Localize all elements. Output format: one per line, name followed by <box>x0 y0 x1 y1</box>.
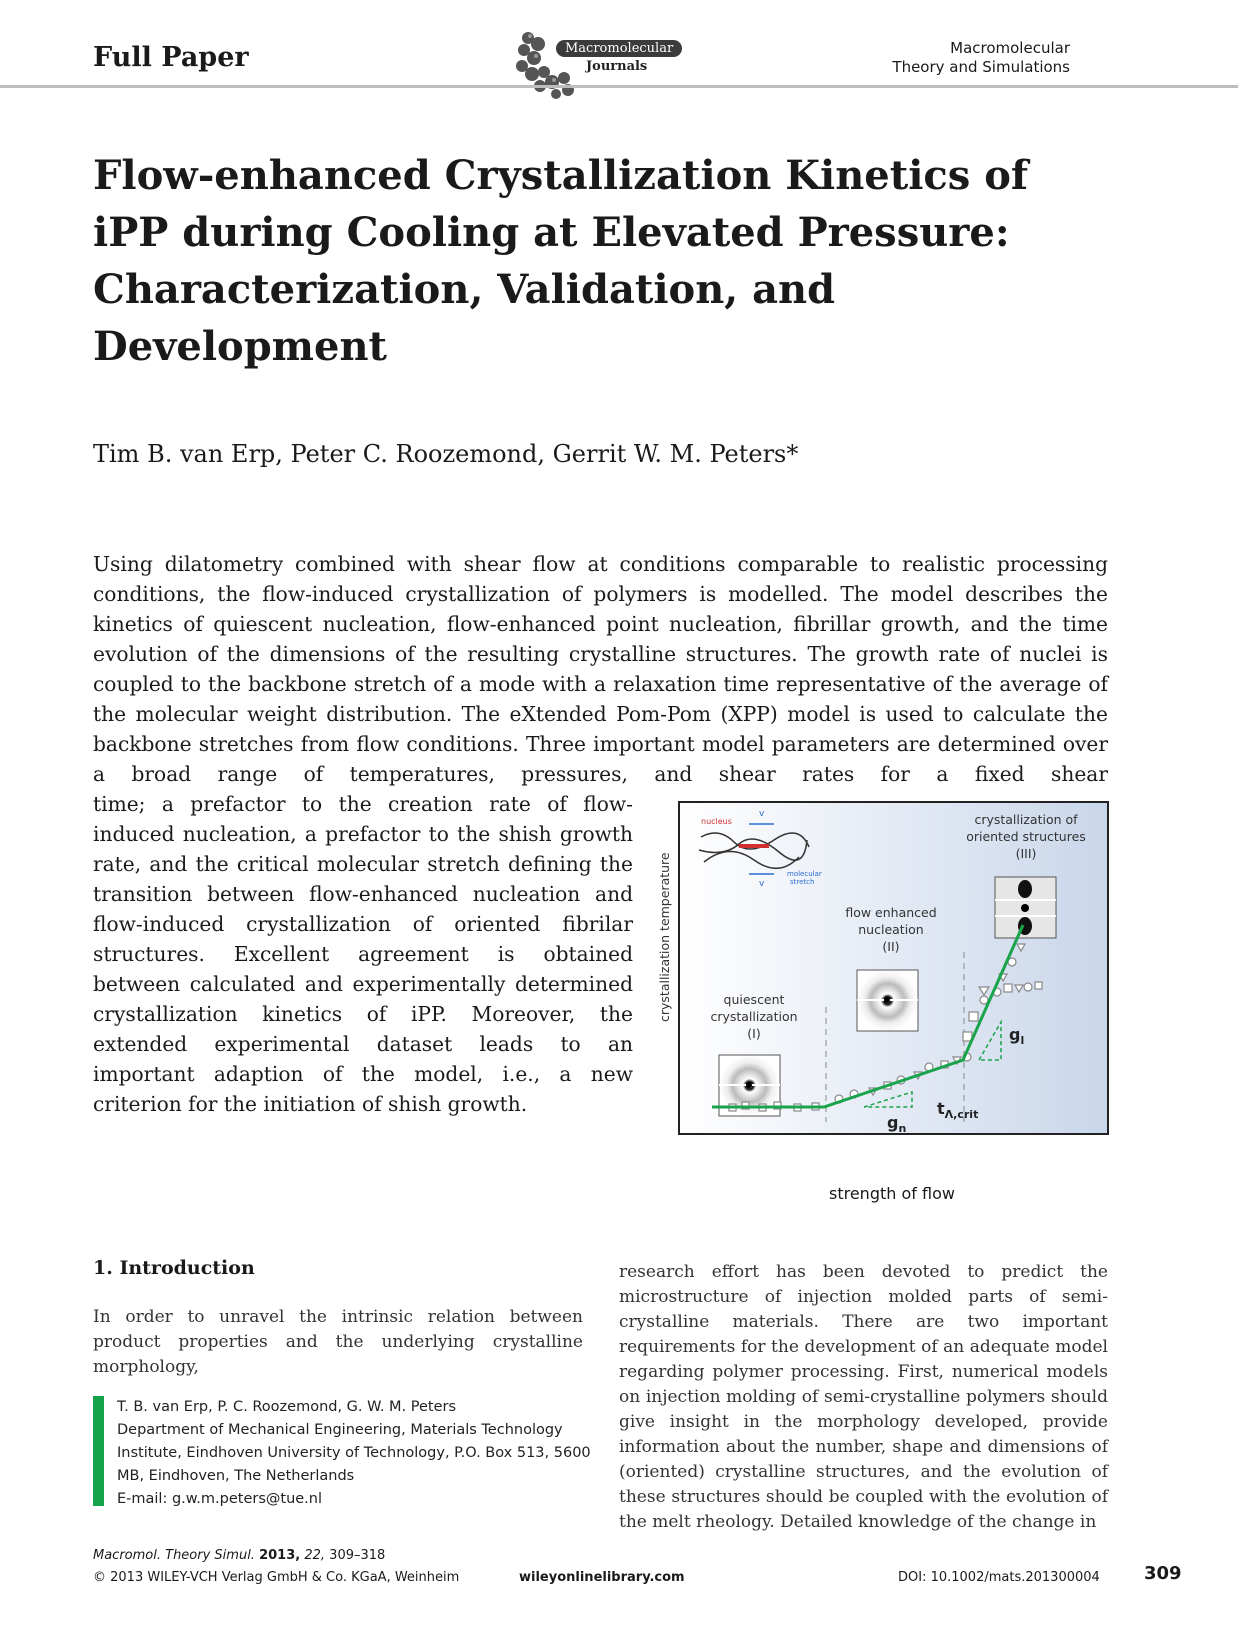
regime2-line2: nucleation <box>858 922 924 937</box>
regime3-line1: crystallization of <box>974 812 1078 827</box>
pattern-flow-enhanced <box>857 970 918 1031</box>
regime3-line2: oriented structures <box>966 829 1086 844</box>
logo-subtitle: Journals <box>586 59 648 74</box>
title-line: Characterization, Validation, and <box>93 266 836 313</box>
affiliation-names: T. B. van Erp, P. C. Roozemond, G. W. M. Peters <box>117 1399 457 1415</box>
inset-stretch-1: molecular <box>787 870 822 878</box>
footer-doi: DOI: 10.1002/mats.201300004 <box>898 1570 1100 1585</box>
journal-name <box>892 39 1070 77</box>
inset-stretch-2: stretch <box>790 878 815 886</box>
inset-v-top: v <box>759 809 765 819</box>
inset-nucleus-label: nucleus <box>701 817 732 826</box>
figure-svg <box>657 802 1108 1180</box>
abstract-paragraph: Using dilatometry combined with shear flow at conditions comparable to realistic processing conditions, the flow-induced crystallization of polymers is modelled. The model describes the kinetics of quiescent nucleation, flow-enhanced point nucleation, fibrillar growth, and the time evolution of the dimensions of the resulting crystalline structures. The growth rate of nuclei is coupled to the backbone stretch of a mode with a relaxation time representative of the average of the molecular weight distribution. The eXtended Pom-Pom (XPP) model is used to calculate the backbone stretches from flow conditions. Three important model parameters are determined over a broad range of temperatures, pressures, and shear rates for a fixed shear <box>93 552 1108 786</box>
x-axis-label: strength of flow <box>829 1184 955 1203</box>
regime2-line1: flow enhanced <box>845 905 937 920</box>
regime1-line2: crystallization <box>710 1009 798 1024</box>
regime2-line3: (II) <box>882 939 900 954</box>
y-axis-label: crystallization temperature <box>657 852 672 1022</box>
label-gl: $g_l$ <box>1009 1025 1025 1047</box>
pattern-oriented <box>995 877 1056 938</box>
page-number: 309 <box>1144 1563 1182 1584</box>
journal-name-line2: Theory and Simulations <box>892 58 1070 76</box>
section-label: Full Paper <box>93 42 249 73</box>
title-line: Flow-enhanced Crystallization Kinetics of <box>93 152 1029 199</box>
footer-journal-name: Macromol. Theory Simul. <box>93 1548 255 1563</box>
logo-badge: Macromolecular <box>556 40 682 57</box>
affiliation-accent-bar <box>93 1396 104 1506</box>
graphical-abstract-figure <box>657 802 1108 1180</box>
paper-title <box>93 147 1033 375</box>
abstract-top <box>93 549 1108 789</box>
footer-volume: 22, <box>304 1548 326 1563</box>
footer-citation <box>93 1548 385 1563</box>
affiliation-institute: Institute, Eindhoven University of Technology, P.O. Box 513, 5600 <box>117 1445 591 1461</box>
title-line: Development <box>93 323 388 370</box>
intro-left-column: In order to unravel the intrinsic relation between product properties and the underlying crystalline morphology, <box>93 1307 583 1377</box>
affiliation-dept: Department of Mechanical Engineering, Materials Technology <box>117 1422 563 1438</box>
affiliation-block <box>117 1396 597 1511</box>
author-list: Tim B. van Erp, Peter C. Roozemond, Gerrit W. M. Peters* <box>93 440 799 468</box>
regime1-line1: quiescent <box>723 992 785 1007</box>
affiliation-email: E-mail: g.w.m.peters@tue.nl <box>117 1491 323 1507</box>
abstract-bottom <box>93 789 633 1119</box>
abstract-paragraph-continued: time; a prefactor to the creation rate of flow-induced nucleation, a prefactor to the shish growth rate, and the critical molecular stretch defining the transition between flow-enhanced nucleation and flow-induced crystallization of oriented fibrilar structures. Excellent agreement is obtained between calculated and experimentally determined crystallization kinetics of iPP. Moreover, the extended experimental dataset leads to an important adaption of the model, i.e., a new criterion for the initiation of shish growth. <box>93 792 633 1116</box>
header-divider <box>0 85 1238 88</box>
label-gn: $g_n$ <box>887 1113 907 1135</box>
footer-url-link[interactable]: wileyonlinelibrary.com <box>519 1570 685 1585</box>
footer-copyright: © 2013 WILEY-VCH Verlag GmbH & Co. KGaA, Weinheim <box>93 1570 460 1585</box>
section-heading: 1. Introduction <box>93 1257 255 1279</box>
affiliation-city: MB, Eindhoven, The Netherlands <box>117 1468 355 1484</box>
footer-pages: 309–318 <box>329 1548 386 1563</box>
title-line: iPP during Cooling at Elevated Pressure: <box>93 209 1010 256</box>
inset-v-bottom: v <box>759 879 765 889</box>
regime3-line3: (III) <box>1015 846 1037 861</box>
regime1-line3: (I) <box>747 1026 761 1041</box>
journal-logo <box>508 28 688 102</box>
journal-name-line1: Macromolecular <box>950 39 1070 57</box>
footer-year: 2013, <box>259 1548 301 1563</box>
intro-right-column: research effort has been devoted to predict the microstructure of injection molded parts of semi-crystalline materials. There are two important requirements for the development of an adequate model regarding polymer processing. First, numerical models on injection molding of semi-crystalline polymers should give insight in the morphology developed, provide information about the number, shape and dimensions of (oriented) crystalline structures, and the evolution of these structures should be coupled with the evolution of the melt rheology. Detailed knowledge of the change in <box>619 1262 1108 1532</box>
label-t-crit: $t_{\Lambda,crit}$ <box>937 1099 979 1121</box>
